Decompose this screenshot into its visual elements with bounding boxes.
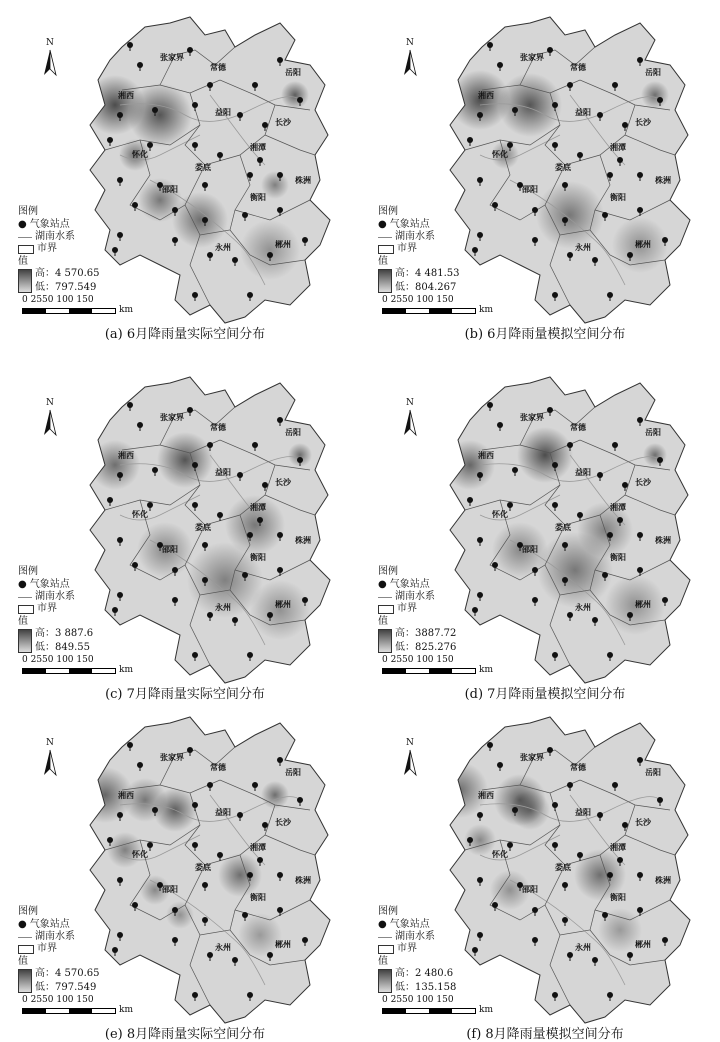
- legend-high: 高：4 570.65: [35, 968, 100, 979]
- rainfall-hotspot: [240, 220, 300, 280]
- map-legend: [18, 907, 100, 993]
- city-label: 郴州: [275, 940, 291, 949]
- city-label: 邵阳: [522, 185, 538, 194]
- scale-unit: km: [119, 305, 133, 315]
- rainfall-hotspot: [172, 192, 228, 248]
- city-label: 长沙: [275, 118, 291, 127]
- city-label: 怀化: [132, 510, 148, 519]
- legend-title: 图例: [378, 566, 398, 577]
- legend-boundary: 市界: [37, 603, 57, 614]
- river-line-icon: [378, 937, 392, 938]
- legend-river: 湖南水系: [35, 591, 75, 602]
- scale-ticks: 0 2550 100 150: [382, 295, 454, 305]
- legend-station: 气象站点: [389, 219, 430, 230]
- scale-unit: km: [479, 305, 493, 315]
- city-label: 衡阳: [250, 193, 266, 202]
- city-label: 湘潭: [250, 503, 266, 512]
- north-arrow-icon: [44, 738, 56, 775]
- city-label: 张家界: [160, 53, 184, 62]
- map-legend: [378, 907, 456, 993]
- scale-unit: km: [479, 1005, 493, 1015]
- legend-high: 高：4 481.53: [395, 268, 460, 279]
- city-label: 长沙: [275, 818, 291, 827]
- city-label: 永州: [215, 603, 231, 612]
- city-label: 衡阳: [610, 893, 626, 902]
- city-label: 邵阳: [162, 885, 178, 894]
- boundary-box-icon: [18, 245, 34, 254]
- legend-value-title: 值: [378, 616, 388, 627]
- city-label: 湘潭: [610, 843, 626, 852]
- legend-low: 低：825.276: [395, 642, 457, 653]
- legend-station: 气象站点: [389, 579, 430, 590]
- north-arrow-icon: [44, 398, 56, 435]
- city-label: 长沙: [635, 818, 651, 827]
- city-label: 永州: [575, 943, 591, 952]
- legend-river: 湖南水系: [395, 591, 435, 602]
- rainfall-hotspot: [90, 440, 140, 490]
- city-label: 益阳: [215, 468, 231, 477]
- svg-text:N: N: [46, 738, 54, 748]
- north-arrow-icon: [404, 738, 416, 775]
- city-label: 常德: [570, 423, 586, 432]
- legend-station: 气象站点: [389, 919, 430, 930]
- legend-station: 气象站点: [29, 579, 70, 590]
- scale-bar: [22, 295, 133, 315]
- scale-bar: [382, 995, 493, 1015]
- scale-bar: [382, 655, 493, 675]
- city-label: 怀化: [132, 150, 148, 159]
- svg-text:N: N: [406, 738, 414, 748]
- city-label: 衡阳: [250, 553, 266, 562]
- city-label: 怀化: [132, 850, 148, 859]
- legend-title: 图例: [18, 206, 38, 217]
- city-label: 永州: [575, 243, 591, 252]
- city-label: 娄底: [555, 163, 571, 172]
- city-label: 株洲: [655, 876, 671, 885]
- city-label: 衡阳: [610, 193, 626, 202]
- map-legend: [378, 567, 456, 653]
- city-label: 益阳: [575, 808, 591, 817]
- legend-value-title: 值: [18, 956, 28, 967]
- city-label: 长沙: [275, 478, 291, 487]
- scale-ticks: 0 2550 100 150: [382, 655, 454, 665]
- city-label: 湘西: [118, 791, 134, 800]
- city-label: 株洲: [655, 536, 671, 545]
- map-panel: [10, 705, 360, 1040]
- city-label: 益阳: [215, 808, 231, 817]
- panel-caption: (d) 7月降雨量模拟空间分布: [464, 687, 626, 702]
- river-line-icon: [18, 937, 32, 938]
- legend-boundary: 市界: [397, 943, 417, 954]
- city-label: 岳阳: [645, 428, 661, 437]
- north-arrow-icon: [44, 38, 56, 75]
- river-line-icon: [378, 597, 392, 598]
- boundary-box-icon: [378, 245, 394, 254]
- city-label: 永州: [215, 943, 231, 952]
- north-arrow-icon: [404, 398, 416, 435]
- map-panel: [370, 705, 720, 1040]
- city-label: 常德: [210, 763, 226, 772]
- city-label: 湘潭: [250, 843, 266, 852]
- value-gradient: [378, 969, 392, 993]
- city-label: 怀化: [492, 850, 508, 859]
- city-label: 株洲: [295, 536, 311, 545]
- boundary-box-icon: [378, 605, 394, 614]
- river-line-icon: [378, 237, 392, 238]
- city-label: 株洲: [655, 176, 671, 185]
- legend-low: 低：849.55: [35, 642, 90, 653]
- panel-caption: (a) 6月降雨量实际空间分布: [104, 327, 266, 342]
- rainfall-hotspot: [641, 81, 669, 109]
- city-label: 娄底: [195, 863, 211, 872]
- legend-river: 湖南水系: [35, 231, 75, 242]
- legend-station: 气象站点: [29, 919, 70, 930]
- city-label: 常德: [210, 423, 226, 432]
- city-label: 常德: [570, 63, 586, 72]
- city-label: 邵阳: [162, 185, 178, 194]
- city-label: 永州: [575, 603, 591, 612]
- legend-river: 湖南水系: [395, 931, 435, 942]
- city-label: 湘潭: [250, 143, 266, 152]
- legend-boundary: 市界: [397, 603, 417, 614]
- legend-title: 图例: [378, 206, 398, 217]
- station-pin-icon: ●: [18, 219, 27, 230]
- map-legend: [18, 567, 93, 653]
- city-label: 益阳: [215, 108, 231, 117]
- city-label: 湘西: [478, 791, 494, 800]
- scale-bar: [22, 655, 133, 675]
- panel-caption: (f) 8月降雨量模拟空间分布: [466, 1027, 624, 1042]
- legend-high: 高：3 887.6: [35, 628, 94, 639]
- station-pin-icon: ●: [18, 919, 27, 930]
- scale-bar: [382, 295, 493, 315]
- legend-boundary: 市界: [37, 943, 57, 954]
- station-pin-icon: ●: [378, 579, 387, 590]
- city-label: 岳阳: [285, 768, 301, 777]
- city-label: 郴州: [635, 240, 651, 249]
- city-label: 湘潭: [610, 143, 626, 152]
- city-label: 株洲: [295, 176, 311, 185]
- city-label: 益阳: [575, 468, 591, 477]
- svg-text:N: N: [46, 38, 54, 48]
- city-label: 湘西: [478, 91, 494, 100]
- legend-boundary: 市界: [37, 243, 57, 254]
- station-pin-icon: ●: [378, 919, 387, 930]
- rainfall-hotspot: [643, 443, 667, 467]
- legend-station: 气象站点: [29, 219, 70, 230]
- city-label: 张家界: [520, 53, 544, 62]
- city-label: 张家界: [520, 753, 544, 762]
- legend-river: 湖南水系: [35, 931, 75, 942]
- panel-caption: (c) 7月降雨量实际空间分布: [105, 687, 265, 702]
- city-label: 衡阳: [250, 893, 266, 902]
- rainfall-hotspot: [250, 580, 310, 640]
- value-gradient: [378, 629, 392, 653]
- city-label: 常德: [210, 63, 226, 72]
- legend-low: 低：804.267: [395, 282, 457, 293]
- city-label: 湘西: [118, 451, 134, 460]
- rainfall-hotspot: [432, 762, 488, 818]
- map-legend: [18, 207, 100, 293]
- svg-text:N: N: [406, 398, 414, 408]
- city-label: 怀化: [492, 510, 508, 519]
- map-panel: [370, 5, 720, 340]
- legend-title: 图例: [18, 566, 38, 577]
- boundary-box-icon: [18, 945, 34, 954]
- svg-text:N: N: [46, 398, 54, 408]
- legend-boundary: 市界: [397, 243, 417, 254]
- city-label: 长沙: [635, 118, 651, 127]
- city-label: 岳阳: [285, 68, 301, 77]
- map-panel: [10, 365, 360, 700]
- city-label: 岳阳: [645, 68, 661, 77]
- scale-ticks: 0 2550 100 150: [22, 995, 94, 1005]
- legend-value-title: 值: [18, 256, 28, 267]
- city-label: 郴州: [275, 240, 291, 249]
- value-gradient: [18, 269, 32, 293]
- city-label: 衡阳: [610, 553, 626, 562]
- legend-low: 低：797.549: [35, 982, 97, 993]
- svg-text:N: N: [406, 38, 414, 48]
- city-label: 娄底: [195, 163, 211, 172]
- city-label: 邵阳: [162, 545, 178, 554]
- river-line-icon: [18, 237, 32, 238]
- scale-unit: km: [119, 665, 133, 675]
- value-gradient: [18, 629, 32, 653]
- map-panel: [10, 5, 360, 340]
- city-label: 郴州: [275, 600, 291, 609]
- legend-river: 湖南水系: [395, 231, 435, 242]
- scale-ticks: 0 2550 100 150: [382, 995, 454, 1005]
- map-legend: [378, 207, 460, 293]
- panel-caption: (b) 6月降雨量模拟空间分布: [464, 327, 626, 342]
- rainfall-hotspot: [157, 432, 213, 488]
- value-gradient: [378, 269, 392, 293]
- rainfall-hotspot: [537, 532, 613, 608]
- rainfall-hotspot: [128, 83, 192, 147]
- legend-high: 高：3887.72: [395, 628, 457, 639]
- city-label: 益阳: [575, 108, 591, 117]
- city-label: 常德: [570, 763, 586, 772]
- city-label: 郴州: [635, 600, 651, 609]
- city-label: 娄底: [195, 523, 211, 532]
- value-gradient: [18, 969, 32, 993]
- city-label: 邵阳: [522, 545, 538, 554]
- city-label: 郴州: [635, 940, 651, 949]
- legend-title: 图例: [18, 906, 38, 917]
- legend-title: 图例: [378, 906, 398, 917]
- legend-value-title: 值: [378, 956, 388, 967]
- river-line-icon: [18, 597, 32, 598]
- city-label: 邵阳: [522, 885, 538, 894]
- panel-caption: (e) 8月降雨量实际空间分布: [104, 1027, 266, 1042]
- city-label: 株洲: [295, 876, 311, 885]
- city-label: 长沙: [635, 478, 651, 487]
- city-label: 永州: [215, 243, 231, 252]
- station-pin-icon: ●: [18, 579, 27, 590]
- city-label: 张家界: [160, 413, 184, 422]
- city-label: 岳阳: [285, 428, 301, 437]
- city-label: 岳阳: [645, 768, 661, 777]
- city-label: 张家界: [520, 413, 544, 422]
- legend-low: 低：135.158: [395, 982, 457, 993]
- scale-unit: km: [119, 1005, 133, 1015]
- city-label: 怀化: [492, 150, 508, 159]
- north-arrow-icon: [404, 38, 416, 75]
- map-panel: [370, 365, 720, 700]
- city-label: 湘西: [478, 451, 494, 460]
- city-label: 张家界: [160, 753, 184, 762]
- legend-high: 高：2 480.6: [395, 968, 454, 979]
- rainfall-hotspot: [281, 81, 309, 109]
- city-label: 湘西: [118, 91, 134, 100]
- scale-ticks: 0 2550 100 150: [22, 655, 94, 665]
- boundary-box-icon: [18, 605, 34, 614]
- scale-bar: [22, 995, 133, 1015]
- scale-ticks: 0 2550 100 150: [22, 295, 94, 305]
- legend-high: 高：4 570.65: [35, 268, 100, 279]
- boundary-box-icon: [378, 945, 394, 954]
- city-label: 娄底: [555, 863, 571, 872]
- legend-value-title: 值: [378, 256, 388, 267]
- legend-value-title: 值: [18, 616, 28, 627]
- legend-low: 低：797.549: [35, 282, 97, 293]
- city-label: 湘潭: [610, 503, 626, 512]
- city-label: 娄底: [555, 523, 571, 532]
- station-pin-icon: ●: [378, 219, 387, 230]
- scale-unit: km: [479, 665, 493, 675]
